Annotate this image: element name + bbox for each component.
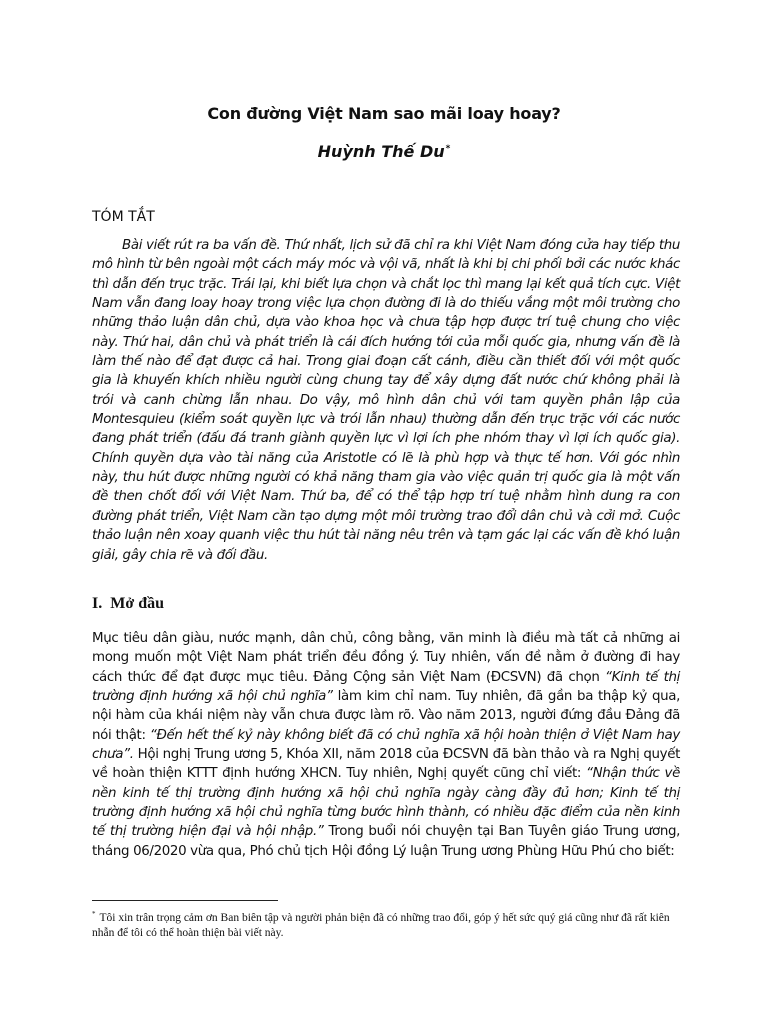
footnote <box>92 907 680 941</box>
intro-quote-2: “Đến hết thế kỷ này không biết đã có chủ nghĩa xã hội hoàn thiện ở Việt Nam hay chưa”. <box>92 727 680 763</box>
intro-paragraph <box>92 629 680 861</box>
footnote-text: Tôi xin trân trọng cảm ơn Ban biên tập và người phản biện đã có những trao đổi, góp ý hết sức quý giá cũng như đã rất kiên nhẫn để tôi có thể hoàn thiện bài viết này. <box>92 911 670 939</box>
abstract-heading: TÓM TẮT <box>92 209 155 225</box>
paper-title: Con đường Việt Nam sao mãi loay hoay? <box>207 104 561 123</box>
footnote-divider <box>92 900 278 901</box>
abstract-text: Bài viết rút ra ba vấn đề. Thứ nhất, lịch sử đã chỉ ra khi Việt Nam đóng cửa hay tiếp thu mô hình từ bên ngoài một cách máy móc và vội vã, nhất là khi bị chi phối bởi các nước khác thì dẫn đến trục trặc. Trái lại, khi biết lựa chọn và chắt lọc thì mang lại kết quả tích cực. Việt Nam vẫn đang loay hoay trong việc lựa chọn đường đi là do thiếu vắng một môi trường cho những thảo luận dân chủ, dựa vào khoa học và chưa tập hợp được trí tuệ chung cho việc này. Thứ hai, dân chủ và phát triển là cái đích hướng tới của mỗi quốc gia, nhưng vấn đề là làm thế nào để đạt được cả hai. Trong giai đoạn cất cánh, điều cần thiết đối với một quốc gia là khuyến khích nhiều người cùng chung tay để xây dựng đất nước chứ không phải là trói và canh chừng lẫn nhau. Do vậy, mô hình dân chủ với tam quyền phân lập của Montesquieu (kiểm soát quyền lực và trói lẫn nhau) thường dẫn đến trục trặc với các nước đang phát triển (đấu đá tranh giành quyền lực vì lợi ích phe nhóm thay vì lợi ích quốc gia). Chính quyền dựa vào tài năng của Aristotle có lẽ là phù hợp và thực tế hơn. Với góc nhìn này, thu hút được những người có khả năng tham gia vào việc quản trị quốc gia là một vấn đề then chốt đối với Việt Nam. Thứ ba, để có thể tập hợp trí tuệ nhằm hình dung ra con đường phát triển, Việt Nam cần tạo dựng một môi trường trao đổi dân chủ và cởi mở. Cuộc thảo luận nên xoay quanh việc thu hút tài năng nêu trên và tạm gác lại các vấn đề khó luận giải, gây chia rẽ và đối đầu. <box>92 238 680 563</box>
intro-text-2: làm kim chỉ nam. Tuy nhiên, đã gần ba thập kỷ qua, nội hàm của khái niệm này vẫn chưa được làm rõ. Vào năm 2013, người đứng đầu Đảng đã nói thật: <box>92 689 681 743</box>
intro-text-1: Mục tiêu dân giàu, nước mạnh, dân chủ, công bằng, văn minh là điều mà tất cả những ai mong muốn một Việt Nam phát triển đều đồng ý. Tuy nhiên, vấn đề nằm ở đường đi hay cách thức để đạt được mục tiêu. Đảng Cộng sản Việt Nam (ĐCSVN) đã chọn <box>92 631 680 685</box>
intro-quote-1: “Kinh tế thị trường định hướng xã hội chủ nghĩa” <box>92 669 681 705</box>
intro-text-4: Trong buổi nói chuyện tại Ban Tuyên giáo Trung ương, tháng 06/2020 vừa qua, Phó chủ tịch Hội đồng Lý luận Trung ương Phùng Hữu Phú cho biết: <box>92 824 681 859</box>
author-name: Huỳnh Thế Du <box>317 142 445 161</box>
section-number: I. <box>92 595 103 612</box>
author-line <box>0 142 768 161</box>
footnote-mark: * <box>92 910 96 918</box>
author-footnote-mark[interactable]: * <box>445 143 451 154</box>
section-title: Mở đầu <box>110 595 164 612</box>
intro-quote-3: “Nhận thức về nền kinh tế thị trường định hướng xã hội chủ nghĩa ngày càng đầy đủ hơn; Kinh tế thị trường định hướng xã hội chủ nghĩa từng bước hình thành, có nhiều đặc điểm của nền kinh tế thị trường hiện đại và hội nhập.” <box>92 766 680 840</box>
intro-text-3: Hội nghị Trung ương 5, Khóa XII, năm 2018 của ĐCSVN đã bàn thảo và ra Nghị quyết về hoàn thiện KTTT định hướng XHCN. Tuy nhiên, Nghị quyết cũng chỉ viết: <box>92 747 680 782</box>
section-heading <box>92 595 164 613</box>
